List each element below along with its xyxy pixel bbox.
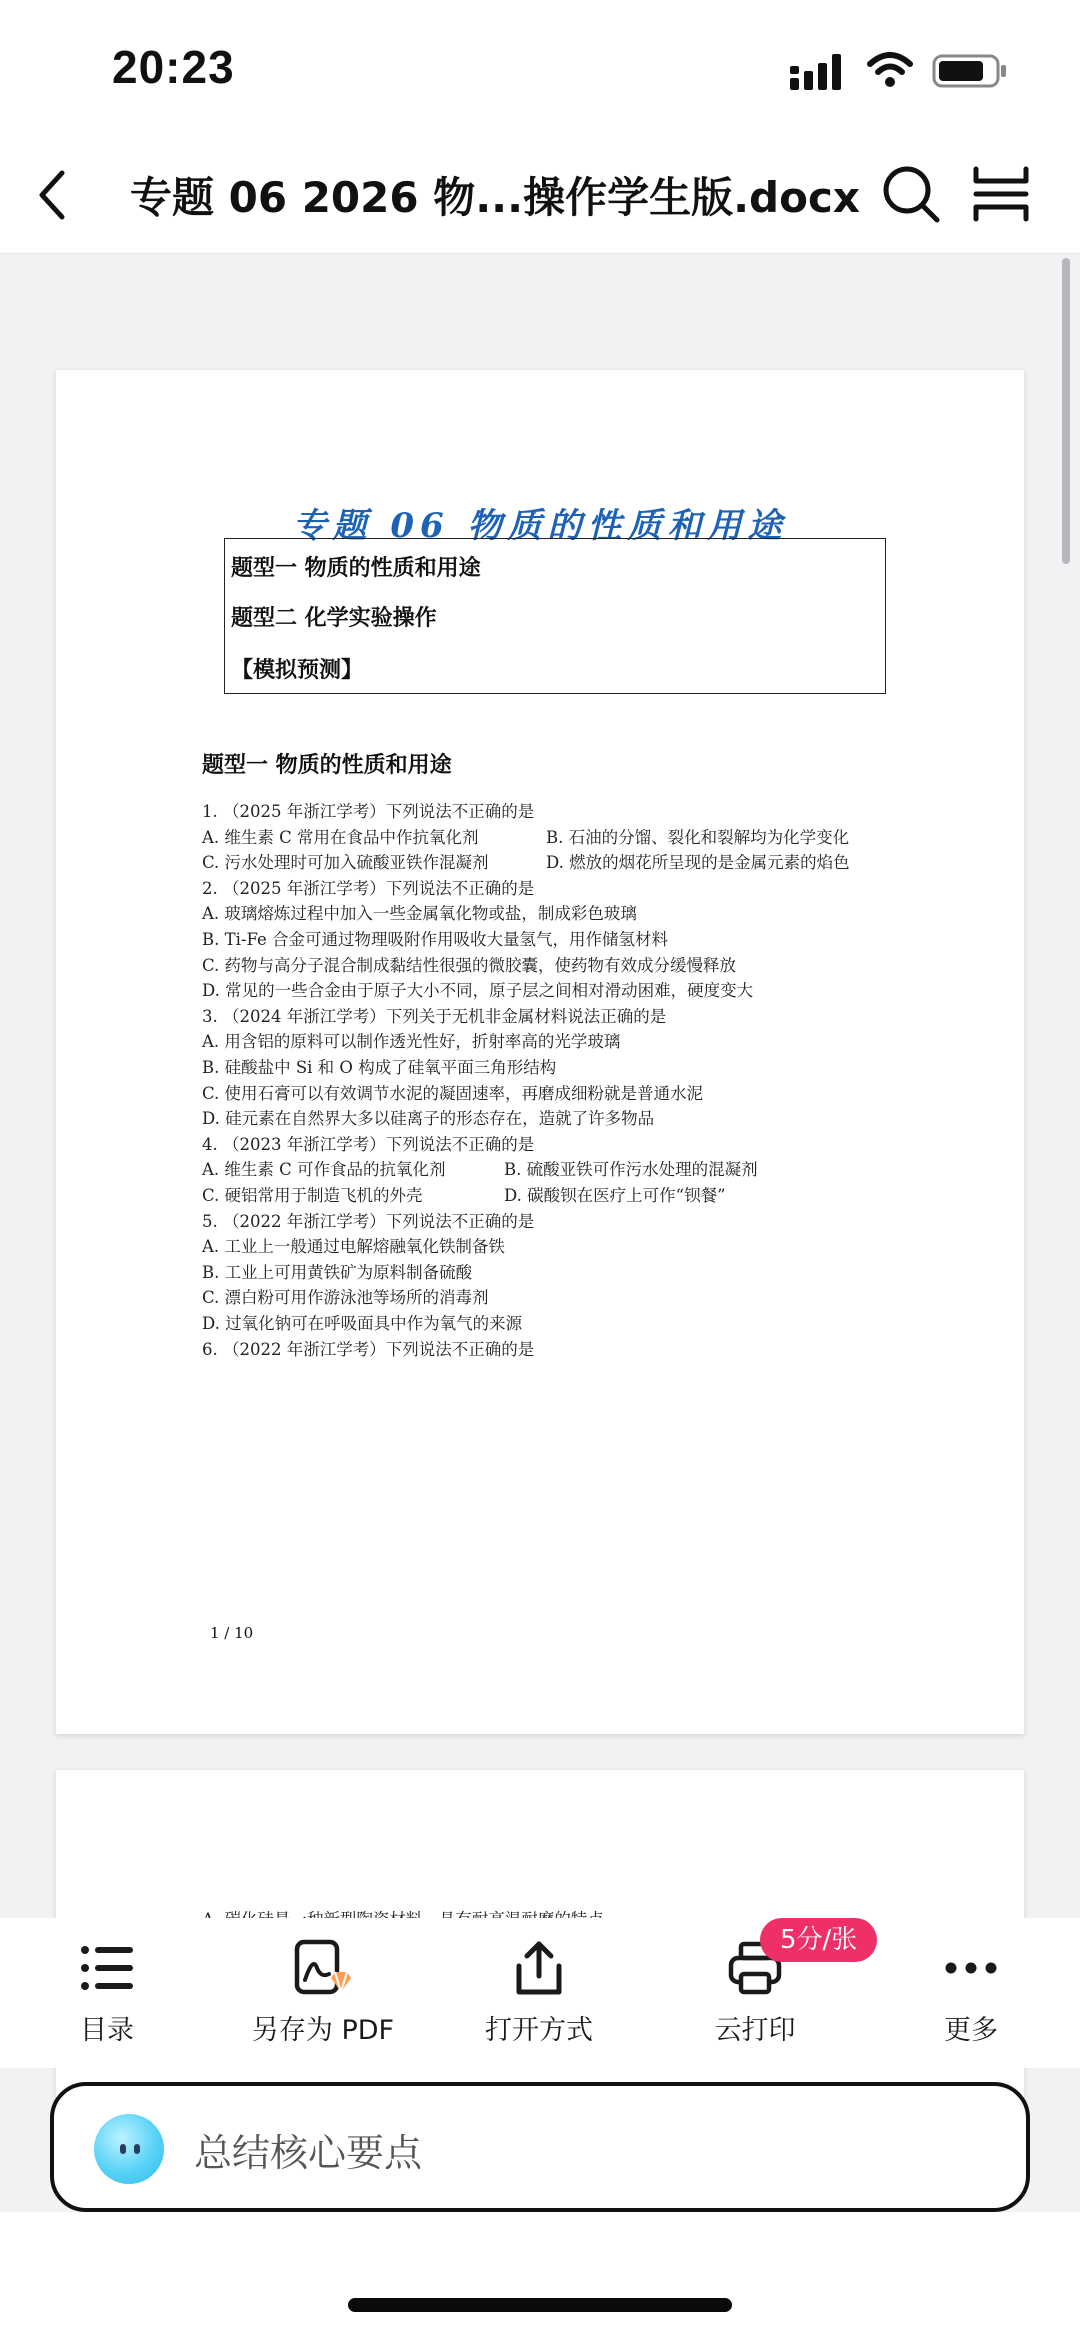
fullscreen-icon[interactable] — [970, 163, 1032, 225]
doc-line: 3. （2024 年浙江学考）下列关于无机非金属材料说法正确的是 — [202, 1007, 667, 1026]
doc-line-option: B. 石油的分馏、裂化和裂解均为化学变化 — [546, 828, 850, 847]
toolbar-label: 更多 — [944, 2015, 998, 2046]
ai-assistant-avatar-icon — [94, 2114, 164, 2184]
ai-input-placeholder: 总结核心要点 — [194, 2131, 423, 2175]
doc-line: A. 用含铝的原料可以制作透光性好，折射率高的光学玻璃 — [202, 1032, 621, 1051]
doc-line: 6. （2022 年浙江学考）下列说法不正确的是 — [202, 1340, 535, 1359]
pdf-icon — [291, 1938, 355, 1998]
home-indicator[interactable] — [348, 2298, 732, 2312]
doc-line: B. 工业上可用黄铁矿为原料制备硫酸 — [202, 1263, 473, 1282]
doc-line: D. 过氧化钠可在呼吸面具中作为氧气的来源 — [202, 1314, 523, 1333]
toc-button[interactable] — [22, 1938, 192, 2047]
print-price-badge: 5分/张 — [760, 1918, 877, 1962]
back-arrow-icon[interactable] — [30, 165, 78, 225]
cellular-signal-icon — [790, 52, 846, 92]
document-viewer[interactable] — [0, 254, 1080, 1918]
doc-line: D. 硅元素在自然界大多以硅离子的形态存在，造就了许多物品 — [202, 1109, 655, 1128]
doc-line: 2. （2025 年浙江学考）下列说法不正确的是 — [202, 879, 535, 898]
document-page-1 — [56, 370, 1024, 1734]
doc-line: C. 漂白粉可用作游泳池等场所的消毒剂 — [202, 1288, 489, 1307]
page-number: 1 / 10 — [210, 1624, 254, 1642]
toc-item[interactable]: 题型二 化学实验操作 — [231, 606, 437, 631]
more-button[interactable] — [886, 1938, 1056, 2047]
doc-line: D. 常见的一些合金由于原子大小不同，原子层之间相对滑动困难，硬度变大 — [202, 981, 754, 1000]
toc-item[interactable]: 【模拟预测】 — [231, 658, 364, 683]
document-title: 专题 06 2026 物...操作学生版.docx — [130, 173, 860, 222]
section-heading: 题型一 物质的性质和用途 — [202, 753, 452, 778]
scrollbar[interactable] — [1062, 258, 1070, 564]
doc-line: B. Ti-Fe 合金可通过物理吸附作用吸收大量氢气，用作储氢材料 — [202, 930, 669, 949]
doc-line-option: B. 硫酸亚铁可作污水处理的混凝剂 — [504, 1160, 758, 1179]
toc-item[interactable]: 题型一 物质的性质和用途 — [231, 556, 481, 581]
doc-line: C. 药物与高分子混合制成黏结性很强的微胶囊，使药物有效成分缓慢释放 — [202, 956, 737, 975]
toolbar-label: 另存为 PDF — [251, 2015, 395, 2046]
share-icon — [509, 1938, 569, 1998]
doc-line: 4. （2023 年浙江学考）下列说法不正确的是 — [202, 1135, 535, 1154]
doc-line: A. 维生素 C 常用在食品中作抗氧化剂 — [202, 828, 479, 847]
ai-summary-input[interactable] — [50, 2082, 1030, 2212]
list-icon — [77, 1938, 137, 1998]
doc-line-option: D. 燃放的烟花所呈现的是金属元素的焰色 — [546, 853, 850, 872]
doc-line: C. 使用石膏可以有效调节水泥的凝固速率，再磨成细粉就是普通水泥 — [202, 1084, 704, 1103]
doc-line-option: D. 碳酸钡在医疗上可作“钡餐” — [504, 1186, 726, 1205]
doc-line: C. 污水处理时可加入硫酸亚铁作混凝剂 — [202, 853, 489, 872]
bottom-safe-area — [0, 2212, 1080, 2337]
open-with-button[interactable] — [454, 1938, 624, 2047]
doc-line: A. 维生素 C 可作食品的抗氧化剂 — [202, 1160, 446, 1179]
wifi-icon — [866, 50, 914, 90]
toolbar-label: 目录 — [80, 2015, 134, 2046]
battery-icon — [932, 54, 1008, 88]
doc-line: B. 硅酸盐中 Si 和 O 构成了硅氧平面三角形结构 — [202, 1058, 557, 1077]
doc-line: A. 工业上一般通过电解熔融氧化铁制备铁 — [202, 1237, 505, 1256]
bottom-toolbar — [0, 1918, 1080, 2068]
doc-line: 1. （2025 年浙江学考）下列说法不正确的是 — [202, 802, 535, 821]
status-bar — [0, 0, 1080, 135]
toolbar-label: 打开方式 — [485, 2015, 593, 2046]
search-icon[interactable] — [880, 163, 942, 225]
doc-line: A. 玻璃熔炼过程中加入一些金属氧化物或盐，制成彩色玻璃 — [202, 904, 637, 923]
doc-line: C. 硬铝常用于制造飞机的外壳 — [202, 1186, 423, 1205]
status-time: 20:23 — [112, 41, 235, 93]
doc-main-title: 专题 06 物质的性质和用途 — [292, 506, 788, 546]
toc-box — [224, 538, 886, 694]
toolbar-label: 云打印 — [714, 2015, 796, 2046]
doc-line: 5. （2022 年浙江学考）下列说法不正确的是 — [202, 1212, 535, 1231]
header-bar — [0, 135, 1080, 254]
more-icon — [941, 1938, 1001, 1998]
save-as-pdf-button[interactable] — [238, 1938, 408, 2047]
